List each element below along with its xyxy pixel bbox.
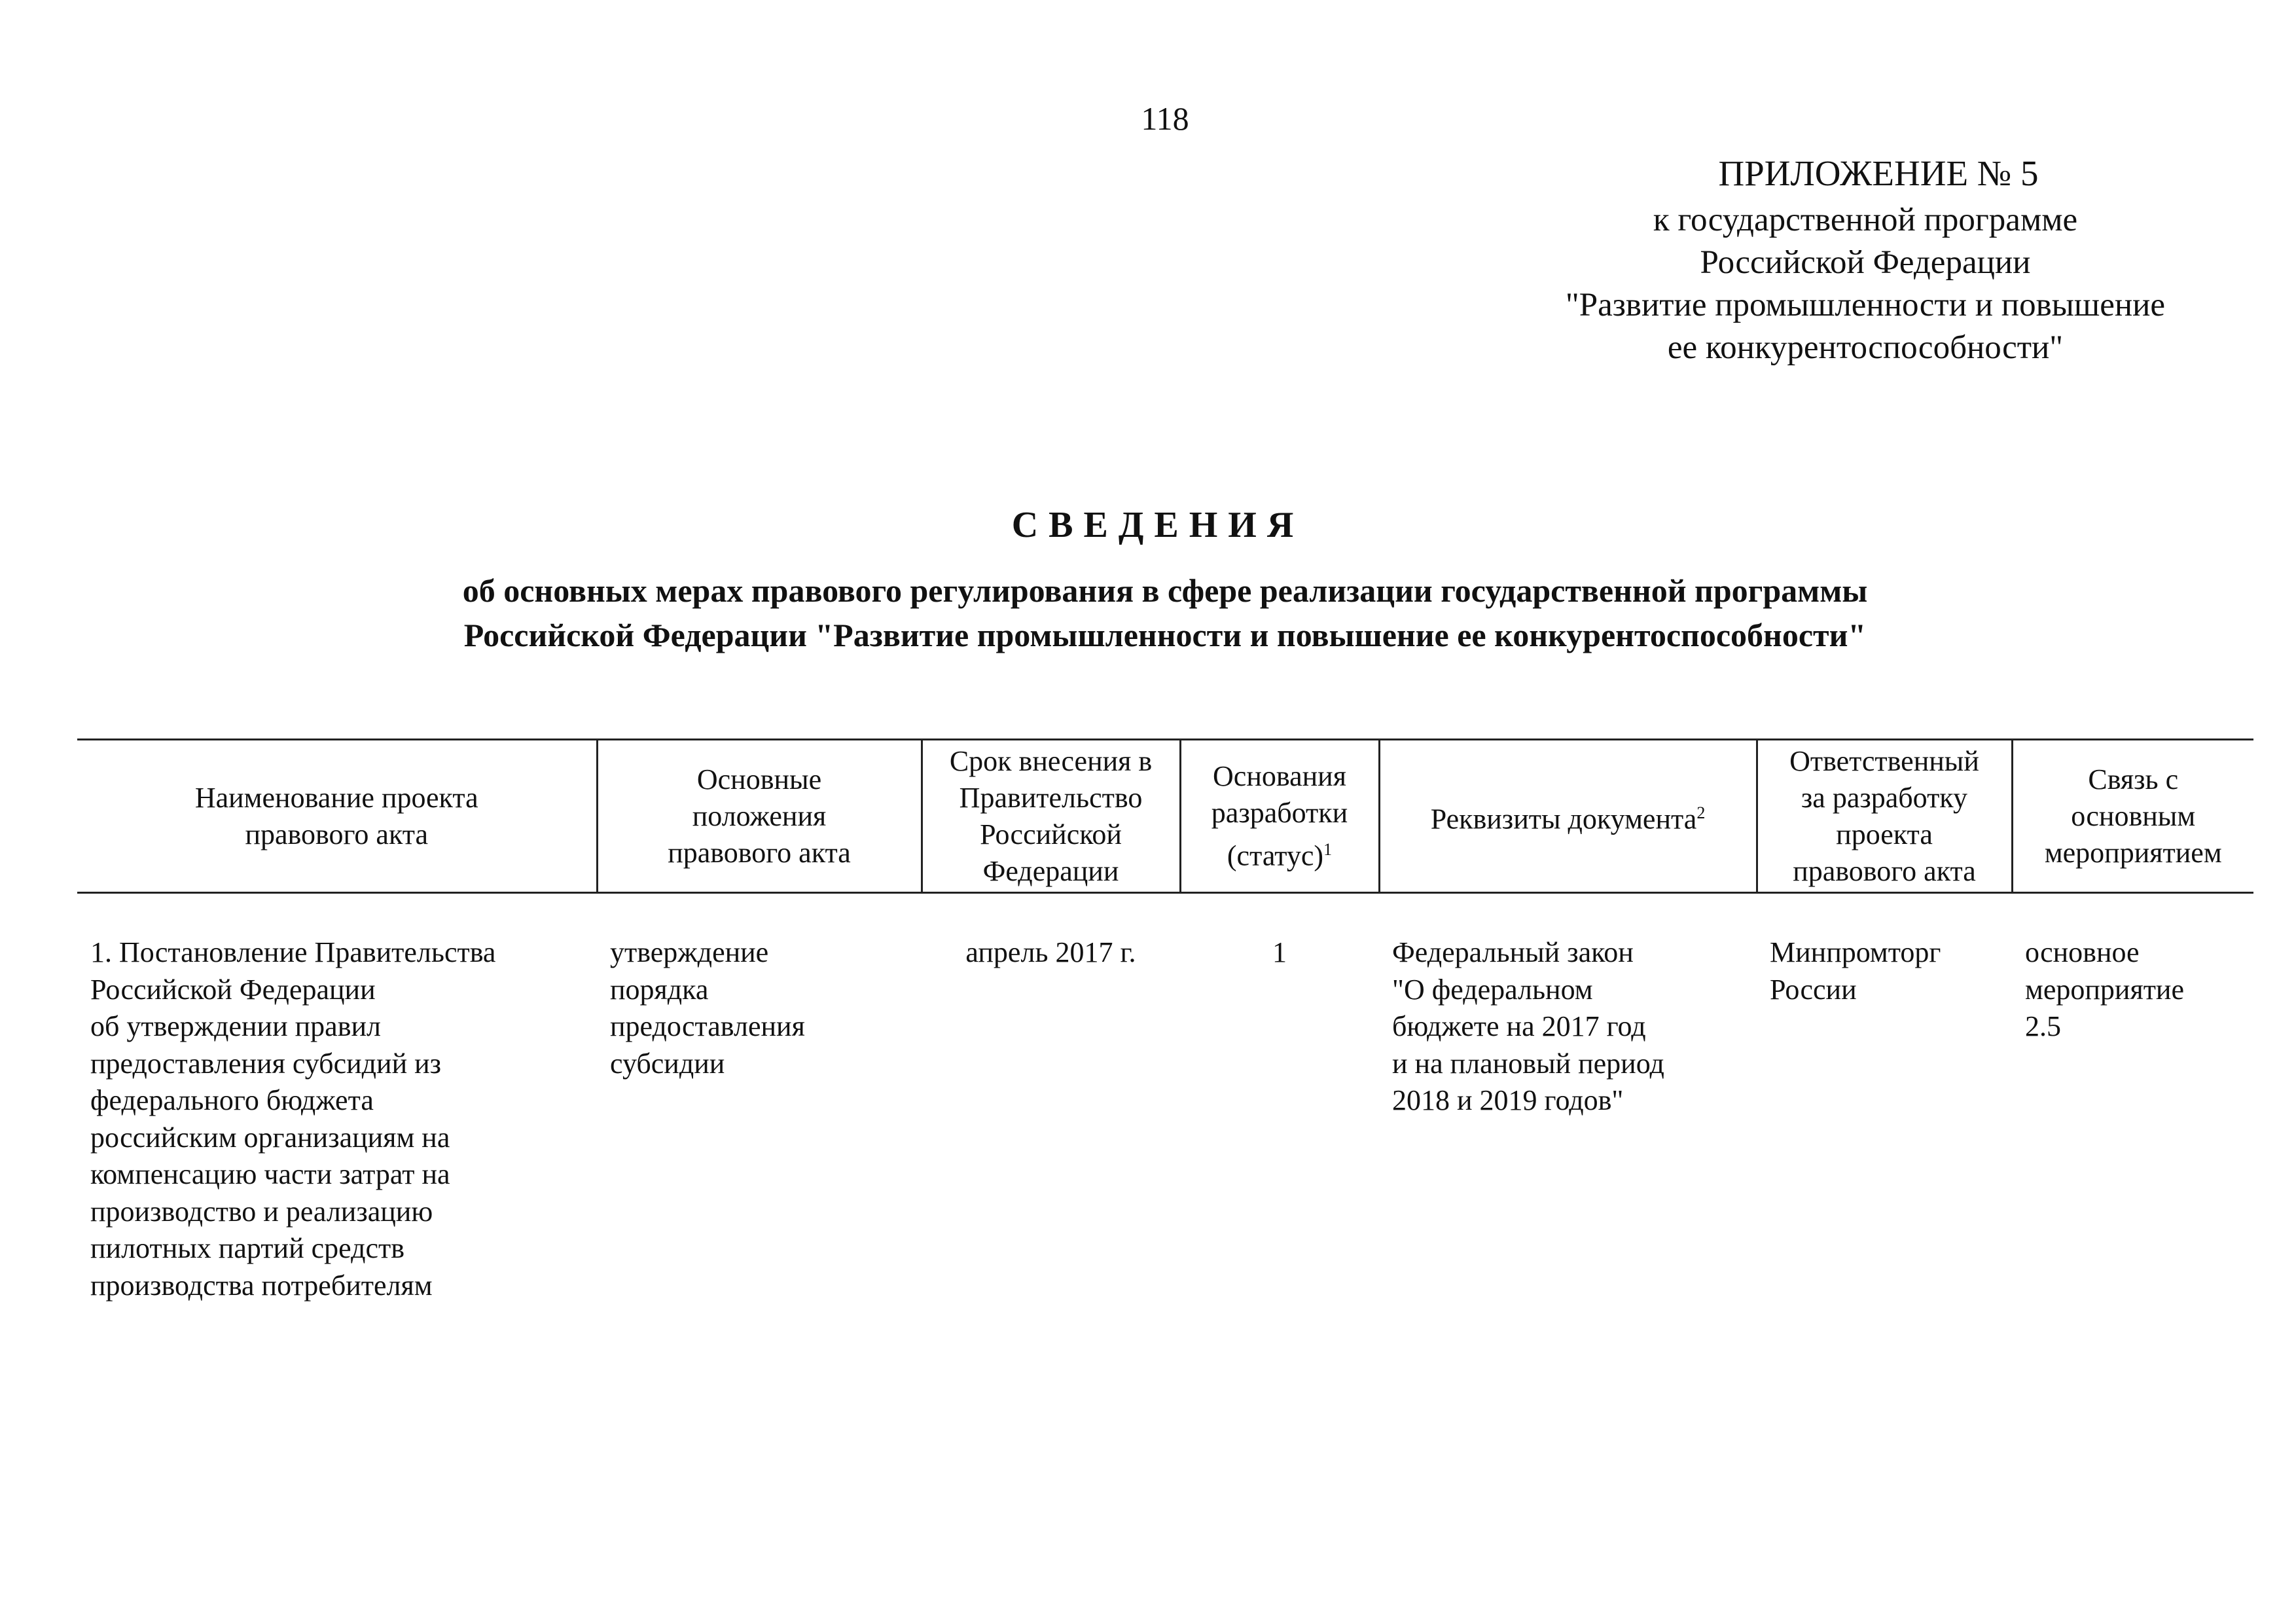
appendix-line: ее конкурентоспособности": [1667, 329, 2064, 366]
cell-development-basis: 1: [1272, 936, 1287, 968]
measures-table-wrap: [77, 739, 2253, 1304]
subtitle-line: Российской Федерации "Развитие промышленности и повышение ее конкурентоспособности": [463, 617, 1867, 653]
footnote-mark: 2: [1696, 803, 1706, 822]
cell-link-to-activity: основное мероприятие 2.5: [2025, 936, 2185, 1042]
cell-document-requisites: Федеральный закон "О федеральном бюджете на 2017 год и на плановый период 2018 и 2019 годов": [1392, 936, 1664, 1116]
appendix-block: [1440, 151, 2291, 369]
header-responsible: Ответственный за разработку проекта правового акта: [1757, 740, 2012, 893]
appendix-line: "Развитие промышленности и повышение: [1565, 287, 2166, 323]
footnote-mark: 1: [1323, 839, 1333, 859]
cell-main-provisions: утверждение порядка предоставления субсидии: [610, 936, 805, 1080]
header-document-requisites: Реквизиты документа$^2$: [1379, 740, 1757, 893]
page-number: 118: [1141, 100, 1189, 137]
header-link-to-activity: Связь с основным мероприятием: [2012, 740, 2253, 893]
subtitle-line: об основных мерах правового регулирования в сфере реализации государственной программы: [462, 572, 1868, 609]
document-title: СВЕДЕНИЯ: [1011, 505, 1304, 545]
cell-responsible: Минпромторг России: [1770, 936, 1941, 1006]
header-name-of-draft: Наименование проекта правового акта: [77, 740, 597, 893]
table-row: [77, 893, 2253, 1305]
document-subtitle: [0, 568, 2296, 657]
table-header-row: [77, 740, 2253, 893]
appendix-title: ПРИЛОЖЕНИЕ № 5: [1718, 153, 2039, 193]
header-main-provisions: Основные положения правового акта: [597, 740, 922, 893]
appendix-line: к государственной программе: [1653, 202, 2078, 238]
cell-name-of-draft: 1. Постановление Правительства Российской Федерации об утверждении правил предоставления субсидий из федерального бюджета российским организациям на компенсацию части затрат на производство и реализацию пилотных партий средств производства потребителям: [90, 936, 496, 1302]
cell-submission-deadline: апрель 2017 г.: [965, 936, 1136, 968]
header-development-basis: Основания разработки (статус)$^1$: [1180, 740, 1379, 893]
measures-table: [77, 739, 2253, 1304]
appendix-line: Российской Федерации: [1700, 244, 2031, 281]
header-submission-deadline: Срок внесения в Правительство Российской Федерации: [922, 740, 1180, 893]
